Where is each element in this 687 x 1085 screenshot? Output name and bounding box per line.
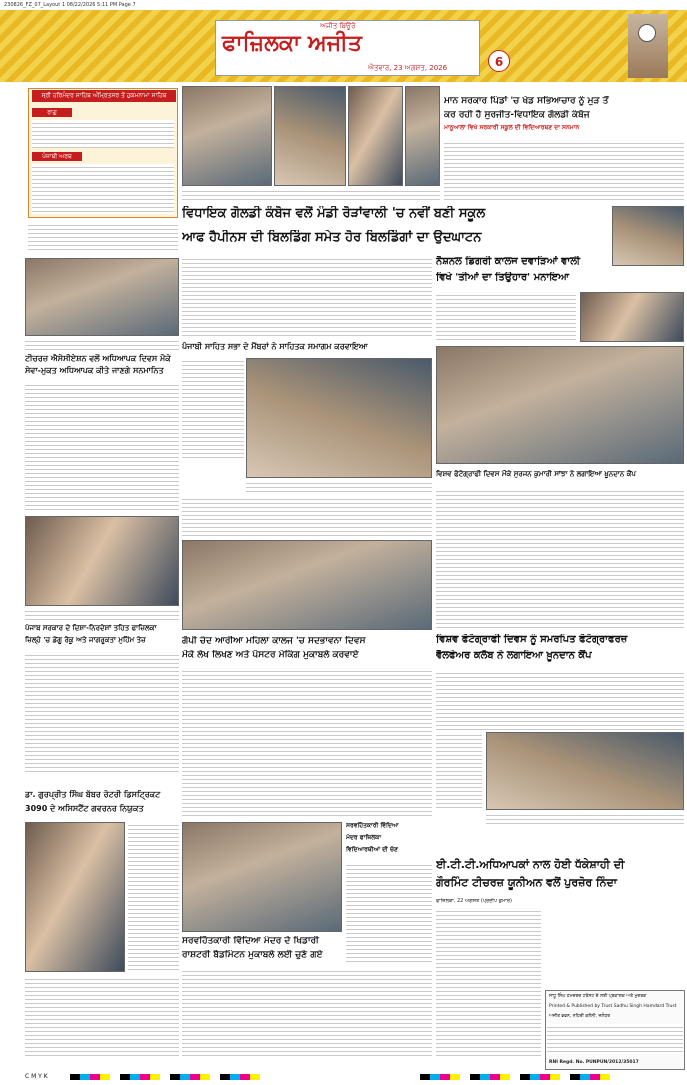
story-2-headline-2: ਆਫ ਹੈਪੀਨਸ ਦੀ ਬਿਲਡਿੰਗ ਸਮੇਤ ਹੋਰ ਬਿਲਡਿੰਗਾਂ ਦਾ ਉਦਘਾਟਨ — [182, 230, 482, 245]
story-1-body — [444, 140, 684, 200]
photo-event-4 — [405, 86, 440, 186]
page-number: 6 — [488, 50, 510, 72]
photo-dr-gurpreet — [25, 822, 125, 972]
story-5-headline: ਪੰਜਾਬੀ ਸਾਹਿਤ ਸਭਾ ਦੇ ਮੈਂਬਰਾਂ ਨੇ ਸਾਹਿਤਕ ਸਮਾਗਮ ਕਰਵਾਇਆ — [182, 342, 368, 351]
photo-event-1 — [182, 86, 272, 186]
photo-badminton-players — [182, 822, 342, 932]
story-4-headline: ਟੀਚਰਜ਼ ਐਸੋਸੀਏਸ਼ਨ ਵਲੋਂ ਅਧਿਆਪਕ ਦਿਵਸ ਮੌਕੇ — [25, 354, 171, 363]
story-2-headline: ਵਿਧਾਇਕ ਗੋਲਡੀ ਕੰਬੋਜ ਵਲੋਂ ਮੰਡੀ ਰੋੜਾਂਵਾਲੀ 'ਚ ਨਵੀਂ ਬਣੀ ਸਕੂਲ — [182, 206, 486, 221]
photo-college-event — [182, 540, 432, 630]
story-1-subhead: ਮਾਨੂਆਲਾ ਵਿਖੇ ਸਰਕਾਰੀ ਸਕੂਲ ਦੀ ਵਿਦਿਆਰਥਣ ਦਾ ਸਨਮਾਨ — [444, 124, 580, 131]
photo-caption-dengue — [25, 608, 179, 620]
hukamnama-footnote — [28, 222, 178, 252]
print-slug: 230826_FZ_07_Layout 1 08/22/2026 5:11 PM Page 7 — [4, 2, 136, 8]
story-3-body — [436, 292, 576, 342]
photo-blood-donation — [436, 346, 684, 464]
story-8-headline-2: ਵੈੱਲਫੇਅਰ ਕਲੱਬ ਨੇ ਲਗਾਇਆ ਖ਼ੂਨਦਾਨ ਕੈਂਪ — [436, 650, 592, 661]
story-12-body — [182, 968, 432, 1058]
photo-dengue-campaign — [25, 516, 179, 606]
story-11-headline-2: ਮੰਦਰ ਫਾਜ਼ਿਲਕਾ — [346, 834, 382, 841]
hukamnama-text — [32, 120, 174, 148]
masthead-title: ਫਾਜ਼ਿਲਕਾ ਅਜੀਤ — [222, 30, 362, 56]
story-9-headline-2: ਮੌਕੇ ਲੇਖ ਲਿਖਣ ਅਤੇ ਪੋਸਟਰ ਮੇਕਿੰਗ ਮੁਕਾਬਲੇ ਕਰਵਾਏ — [182, 650, 359, 660]
story-13-byline: ਫਾਜ਼ਿਲਕਾ, 22 ਅਗਸਤ (ਪ੍ਰਦੀਪ ਕੁਮਾਰ) — [436, 898, 512, 904]
story-9-body — [182, 668, 432, 818]
story-6-headline: ਵਿਸ਼ਵ ਫੋਟੋਗ੍ਰਾਫੀ ਦਿਵਸ ਮੌਕੇ ਸੁਰਜਨ ਕੁਮਾਰੀ ਸਾਂਝਾ ਨੇ ਲਗਾਇਆ ਖ਼ੂਨਦਾਨ ਕੈਂਪ — [436, 470, 636, 478]
photo-caption-left — [25, 338, 179, 350]
photo-group-left — [25, 258, 179, 336]
story-10-headline: ਡਾ. ਗੁਰਪ੍ਰੀਤ ਸਿੰਘ ਬੱਬਰ ਰੋਟਰੀ ਡਿਸਟ੍ਰਿਕਟ — [25, 790, 161, 799]
masthead-date: ਐਤਵਾਰ, 23 ਅਗਸਤ, 2026 — [368, 64, 448, 72]
photo-event-2 — [274, 86, 346, 186]
imprint-body — [547, 1024, 683, 1054]
story-12-headline-2: ਰਾਸ਼ਟਰੀ ਬੈਡਮਿੰਟਨ ਮੁਕਾਬਲੇ ਲਈ ਚੁਣੇ ਗਏ — [182, 950, 323, 960]
footer-color-bar-right — [420, 1074, 620, 1080]
story-8-headline: ਵਿਸ਼ਵ ਫੋਟੋਗ੍ਰਾਫੀ ਦਿਵਸ ਨੂੰ ਸਮਰਪਿਤ ਫੋਟੋਗ੍ਰਾਫਰਜ਼ — [436, 634, 628, 645]
hukamnama-title: ਸ੍ਰੀ ਹਰਿਮੰਦਰ ਸਾਹਿਬ ਅੰਮ੍ਰਿਤਸਰ ਤੋਂ ਹੁਕਮਨਾਮਾ ਸਾਹਿਬ — [32, 90, 176, 102]
story-4-headline-2: ਸੇਵਾ-ਮੁਕਤ ਅਧਿਆਪਕ ਕੀਤੇ ਜਾਣਗੇ ਸਨਮਾਨਿਤ — [25, 366, 164, 375]
story-5-body-2 — [182, 496, 432, 536]
story-7-headline: ਪੰਜਾਬ ਸਰਕਾਰ ਦੇ ਦਿਸ਼ਾ-ਨਿਰਦੇਸ਼ਾਂ ਤਹਿਤ ਫਾਜ਼ਿਲਕਾ — [25, 624, 157, 632]
hukamnama-meaning-text — [32, 164, 174, 214]
story-10-headline-2: 3090 ਦੇ ਅਸਿਸਟੈਂਟ ਗਵਰਨਰ ਨਿਯੁਕਤ — [25, 804, 144, 813]
masthead-edition: ਅਜੀਤ ਬਿਊਰੋ — [320, 22, 356, 30]
hukamnama-label-meaning: ਪੰਜਾਬੀ ਅਰਥ — [32, 152, 82, 161]
story-12-headline: ਸਰਵਹਿੱਤਕਾਰੀ ਵਿੱਦਿਆ ਮੰਦਰ ਦੇ ਖਿਡਾਰੀ — [182, 936, 319, 946]
photo-caption-top — [182, 188, 440, 202]
story-7-headline-2: ਜ਼ਿਲ੍ਹੇ 'ਚ ਡੇਂਗੂ ਰੋਕੂ ਅਤੇ ਜਾਗਰੂਕਤਾ ਮੁਹਿੰਮ ਤੇਜ਼ — [25, 636, 146, 644]
story-3-headline: ਨੈਸ਼ਨਲ ਡਿਗਰੀ ਕਾਲਜ ਦਵਾੜਿਆਂ ਵਾਲੀ — [436, 256, 580, 267]
photo-photographers-camp — [486, 732, 684, 810]
story-8-body — [436, 670, 684, 730]
imprint-line-2: Printed & Published by Trust Sadhu Singh Hamdard Trust — [549, 1004, 677, 1009]
story-2-body — [182, 256, 432, 336]
story-6-body — [436, 488, 684, 628]
photo-caption-sahit — [246, 480, 432, 494]
story-11-headline: ਸਰਵਹਿੱਤਕਾਰੀ ਵਿੱਦਿਆ — [346, 822, 399, 829]
photo-caption-camp — [486, 812, 684, 824]
story-13-headline-2: ਗੌਰਮਿੰਟ ਟੀਚਰਜ਼ ਯੂਨੀਅਨ ਵਲੋਂ ਪੁਰਜ਼ੋਰ ਨਿੰਦਾ — [436, 876, 617, 889]
footer-cmyk: C M Y K — [25, 1073, 48, 1080]
story-10-body — [128, 822, 179, 972]
story-1-headline-2: ਕਰ ਰਹੀ ਹੈ ਸੁਰਜੀਤ-ਵਿਧਾਇਕ ਗੋਲਡੀ ਕੰਬੋਜ — [444, 110, 590, 120]
story-5-body — [182, 358, 244, 458]
clock-icon — [638, 24, 656, 42]
photo-event-3 — [348, 86, 403, 186]
story-7-body — [25, 652, 179, 772]
story-8-body-2 — [436, 732, 482, 810]
story-3-headline-2: ਵਿਖੇ 'ਤੀਆਂ ਦਾ ਤਿਉਹਾਰ' ਮਨਾਇਆ — [436, 272, 569, 283]
story-4-body — [25, 382, 179, 512]
imprint-rni: RNI Regd. No. PUNPUN/2012/35017 — [549, 1060, 639, 1065]
story-13-headline: ਈ.ਟੀ.ਟੀ.ਅਧਿਆਪਕਾਂ ਨਾਲ ਹੋਈ ਧੱਕੇਸ਼ਾਹੀ ਦੀ — [436, 858, 625, 871]
story-10-body-2 — [25, 976, 179, 1056]
story-13-body — [436, 908, 541, 1058]
footer-color-bar — [70, 1074, 270, 1080]
hukamnama-label-raag: ਰਾਗੁ — [32, 108, 72, 117]
imprint-line-1: ਸਾਧੂ ਸਿੰਘ ਹਮਦਰਦ ਟਰੱਸਟ ਦੇ ਲਈ ਪ੍ਰਕਾਸ਼ਕ ਅਤੇ ਮੁਦਰਕ — [549, 994, 647, 999]
photo-teej — [580, 292, 684, 342]
imprint-line-4: ਅਜੀਤ ਭਵਨ, ਨਹਿਰੀ ਕਲੋਨੀ, ਜਲੰਧਰ — [549, 1014, 611, 1019]
story-9-headline: ਗੋਪੀ ਚੰਦ ਆਰੀਆ ਮਹਿਲਾ ਕਾਲਜ 'ਚ ਸਦਭਾਵਨਾ ਦਿਵਸ — [182, 636, 366, 646]
story-11-headline-3: ਵਿਦਿਆਰਥੀਆਂ ਦੀ ਚੋਣ — [346, 846, 398, 853]
photo-sahit-sabha — [246, 358, 432, 478]
story-1-headline: ਮਾਨ ਸਰਕਾਰ ਪਿੰਡਾਂ 'ਚ ਖੇਡ ਸਭਿਆਚਾਰ ਨੂੰ ਮੁੜ ਤੋਂ — [444, 96, 609, 106]
